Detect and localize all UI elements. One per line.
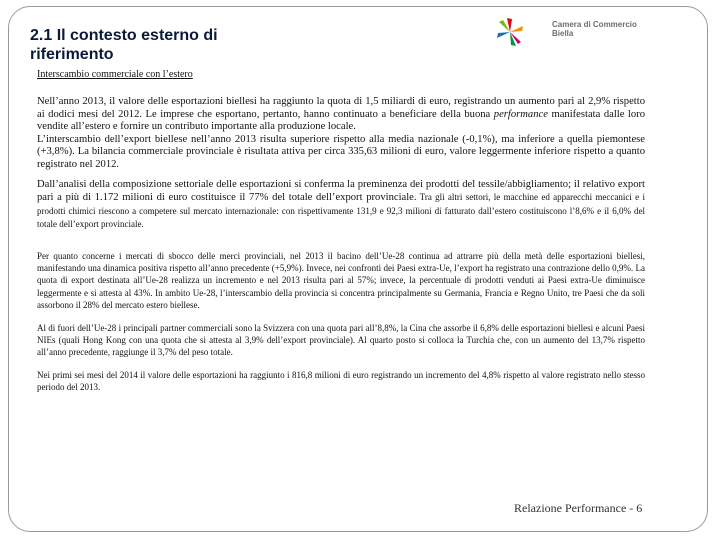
slide-title: 2.1 Il contesto esterno di riferimento: [30, 27, 218, 63]
chamber-of-commerce-logo-text: Camera di Commercio Biella: [552, 20, 637, 38]
paragraph-text: Dall’analisi della composizione settoriale delle esportazioni si conferma la preminenza dei prodotti del tessile/abbigliamento; il relativo export pari a più di 1.172 milioni di euro costituisce il 77% del totale dell’export provinciale.: [37, 178, 645, 204]
logo-petal-blue: [497, 32, 510, 38]
paragraph-text-small: Tra gli altri settori, le macchine ed apparecchi meccanici e i prodotti chimici riescono a competere sul mercato internazionale: con rispettivamente 131,9 e 92,3 milioni di fatturato dall’estero costituiscono l’8,6% e il 6,0% del totale dell’export provinciale.: [37, 192, 645, 230]
logo-petals: [497, 18, 523, 46]
section-subtitle: Interscambio commerciale con l’estero: [37, 69, 193, 80]
slide-footer: Relazione Performance - 6: [514, 501, 643, 515]
chamber-of-commerce-logo-mark: [494, 16, 526, 48]
paragraph-text: manifestata dalle loro vendite all’estero e fornire un contributo importante alla produzione locale.: [37, 108, 645, 133]
paragraph-non-eu-partners: Al di fuori dell’Ue-28 i principali partner commerciali sono la Svizzera con una quota pari all’8,8%, la Cina che assorbe il 6,8% delle esportazioni biellesi e alcuni Paesi NIEs (quali Hong Kong con una quota che si attesta al 3,9% dell’export provinciale). Al quarto posto si colloca la Turchia che, con un aumento del 13,7% rispetto all’anno precedente, raggiunge il 3,7% del peso totale.: [37, 322, 645, 358]
paragraph-eu-markets: Per quanto concerne i mercati di sbocco delle merci provinciali, nel 2013 il bacino dell’Ue-28 continua ad attrarre più della metà delle esportazioni biellesi, manifestando una dinamica positiva rispetto all’anno precedente (+5,9%). Invece, nei confronti dei Paesi extra-Ue, l’export ha registrato una contrazione dello 0,9%. La quota di export destinata all’Ue-28 realizza un incremento e nel 2013 risulta pari al 57%; invece, la percentuale di prodotti venduti ai Paesi extra-Ue diminuisce leggermente e si attesta al 43%. In ambito Ue-28, l’interscambio della provincia si concentra principalmente su Germania, Francia e Regno Unito, tre Paesi che da soli assorbono il 28% del mercato estero biellese.: [37, 250, 645, 310]
paragraph-first-half-2014: Nei primi sei mesi del 2014 il valore delle esportazioni ha raggiunto i 816,8 milioni di euro registrando un incremento del 4,8% rispetto al valore registrato nello stesso periodo del 2013.: [37, 369, 645, 392]
paragraph-emphasis: performance: [493, 108, 548, 120]
slide-body: [37, 96, 645, 393]
paragraph-text: Nell’anno 2013, il valore delle esportazioni biellesi ha raggiunto la quota di 1,5 miliardi di euro, registrando un aumento pari al 2,9% rispetto ai dodici mesi del 2012. Le imprese che esportano, pertanto, hanno continuato a beneficiare della buona: [37, 96, 645, 120]
paragraph-trade-balance: L’interscambio dell’export biellese nell’anno 2013 risulta superiore rispetto alla media nazionale (-0,1%), ma inferiore a quella piemontese (+3,8%). La bilancia commerciale provinciale è risultata attiva per circa 335,63 milioni di euro, valore leggermente inferiore rispetto a quanto registrato nel 2012.: [37, 133, 645, 170]
paragraph-sector-composition: [37, 179, 645, 232]
paragraph-export-value: [37, 96, 645, 134]
logo-petal-orange: [510, 26, 523, 32]
